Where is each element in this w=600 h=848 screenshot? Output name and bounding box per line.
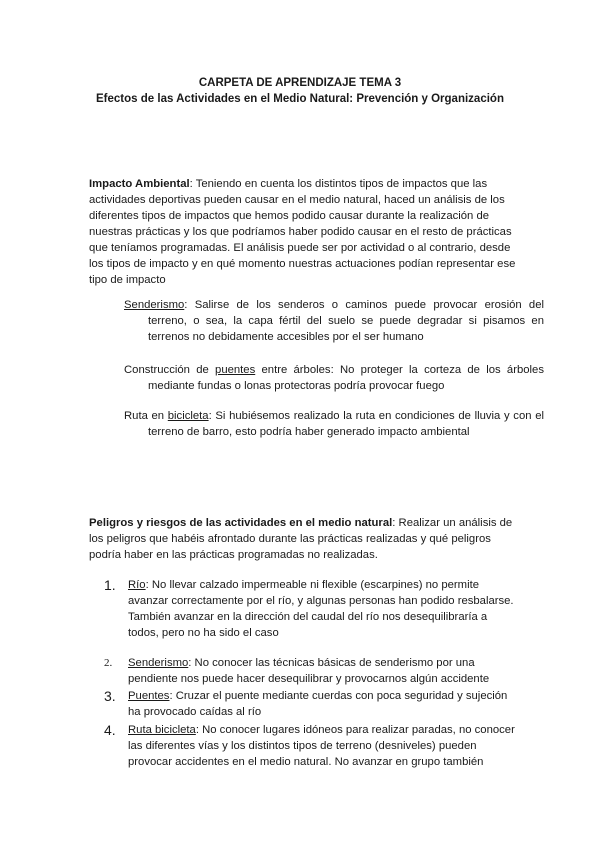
item-text: : No llevar calzado impermeable ni flexible (escarpines) no permite avanzar correctamente por el río, y algunas personas han podido resbalarse. También avanzar en la dirección del caudal del río nos desequilibraría a todos, pero no ha sido el caso	[128, 579, 514, 639]
item-text: : Salirse de los senderos o caminos puede provocar erosión del terreno, o sea, la capa fértil del suelo se puede degradar si pisamos en terrenos no debidamente accesibles por el ser humano	[148, 299, 544, 343]
item-term: Senderismo	[128, 657, 189, 669]
item-text: entre árboles: No proteger la corteza de los árboles mediante fundas o lonas protectoras podría provocar fuego	[148, 364, 544, 392]
item-term: Ruta bicicleta	[128, 724, 196, 736]
impacto-paragraph	[89, 176, 520, 288]
item-number: 4.	[104, 722, 116, 738]
impacto-heading: Impacto Ambiental	[89, 178, 190, 190]
item-number: 1.	[104, 577, 116, 593]
item-text: : Si hubiésemos realizado la ruta en condiciones de lluvia y con el terreno de barro, esto podría haber generado impacto ambiental	[148, 410, 544, 438]
peligros-heading: Peligros y riesgos de las actividades en el medio natural	[89, 517, 393, 529]
impacto-item-bicicleta	[124, 408, 544, 440]
peligros-item-bicicleta	[104, 722, 520, 770]
item-prefix: Construcción de	[124, 364, 216, 376]
peligros-item-puentes	[104, 688, 520, 720]
document-title: CARPETA DE APRENDIZAJE TEMA 3	[198, 77, 402, 89]
item-term: Senderismo	[124, 299, 185, 311]
item-prefix: Ruta en	[124, 410, 168, 422]
item-term: bicicleta	[167, 410, 209, 422]
impacto-text: : Teniendo en cuenta los distintos tipos de impactos que las actividades deportivas pueden causar en el medio natural, haced un análisis de los diferentes tipos de impactos que hemos podido causar durante la realización de nuestras prácticas y los que podríamos haber podido causar en el resto de prácticas que teníamos programadas. El análisis puede ser por actividad o al contrario, desde los tipos de impacto y en qué momento nuestras actuaciones podían representar ese tipo de impacto	[89, 178, 516, 286]
item-text: : No conocer lugares idóneos para realizar paradas, no conocer las diferentes vías y los distintos tipos de terreno (desniveles) pueden provocar accidentes en el medio natural. No avanzar en grupo también	[128, 724, 515, 768]
impacto-item-senderismo	[124, 297, 544, 345]
item-text: : Cruzar el puente mediante cuerdas con poca seguridad y sujeción ha provocado caídas al río	[128, 690, 508, 718]
item-term: puentes	[215, 364, 256, 376]
peligros-paragraph	[89, 515, 520, 563]
document-subtitle: Efectos de las Actividades en el Medio Natural: Prevención y Organización	[96, 93, 504, 105]
item-term: Puentes	[128, 690, 170, 702]
item-text: : No conocer las técnicas básicas de senderismo por una pendiente nos puede hacer desequilibrar y provocarnos algún accidente	[128, 657, 490, 685]
peligros-text: : Realizar un análisis de los peligros que habéis afrontado durante las prácticas realizadas y qué peligros podría haber en las prácticas programadas no realizadas.	[89, 517, 513, 561]
item-number: 2.	[104, 657, 113, 669]
peligros-item-rio	[104, 577, 520, 641]
item-term: Río	[128, 579, 146, 591]
item-number: 3.	[104, 688, 116, 704]
impacto-item-puentes	[124, 362, 544, 394]
peligros-item-senderismo	[104, 655, 520, 687]
